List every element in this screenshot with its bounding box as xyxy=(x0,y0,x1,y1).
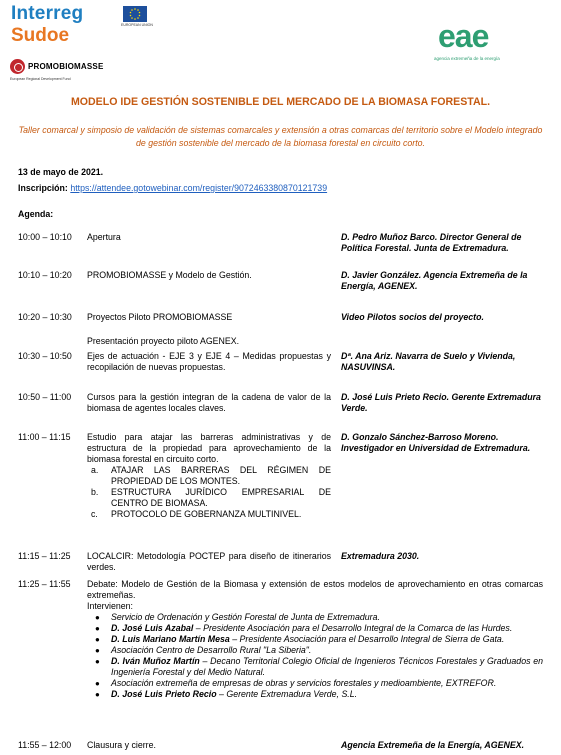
fund-label: European Regional Development Fund xyxy=(10,77,71,81)
agenda-description: Debate: Modelo de Gestión de la Biomasa y extensión de estos modelos de aprovechamiento en otras comarcas extremeñas. xyxy=(87,579,543,600)
list-item-text: PROTOCOLO DE GOBERNANZA MULTINIVEL. xyxy=(111,509,302,519)
participant-role: Servicio de Ordenación y Gestión Forestal de Junta de Extremadura. xyxy=(111,612,380,622)
agenda-speaker: Agencia Extremeña de la Energía, AGENEX. xyxy=(341,740,525,750)
inscription-label: Inscripción: xyxy=(18,183,68,193)
bullet-icon: ● xyxy=(95,646,100,655)
event-date: 13 de mayo de 2021. xyxy=(18,167,104,177)
agenda-description: Proyectos Piloto PROMOBIOMASSE xyxy=(87,312,233,322)
agenda-heading: Agenda: xyxy=(18,209,54,219)
bullet-icon: ● xyxy=(95,624,100,633)
agenda-time: 11:55 – 12:00 xyxy=(18,740,72,750)
agenda-time: 10:00 – 10:10 xyxy=(18,232,72,242)
agenda-time: 10:10 – 10:20 xyxy=(18,270,72,280)
list-item xyxy=(87,612,543,623)
document-header xyxy=(0,0,561,84)
agenda-pre-description: Presentación proyecto piloto AGENEX. xyxy=(87,336,240,346)
list-item xyxy=(87,689,543,700)
document-title: MODELO IDE GESTIÓN SOSTENIBLE DEL MERCADO DE LA BIOMASA FORESTAL. xyxy=(70,96,491,108)
agenda-description: Apertura xyxy=(87,232,121,242)
agenda-speaker: D. Pedro Muñoz Barco. Director General de Política Forestal. Junta de Extremadura. xyxy=(341,232,522,253)
bullet-icon: ● xyxy=(95,613,100,622)
participant-role: – Presidente Asociación para el Desarrollo Integral de Sierra de Gata. xyxy=(229,634,505,644)
promobiomasse-logo-icon xyxy=(10,59,25,74)
list-item xyxy=(87,645,543,656)
agenda-speaker: Extremadura 2030. xyxy=(341,551,420,561)
agenda-speaker: D. Javier González. Agencia Extremeña de la Energía, AGENEX. xyxy=(341,270,528,291)
list-item xyxy=(87,656,543,678)
list-marker: a. xyxy=(91,465,99,475)
sudoe-logo-text: Sudoe xyxy=(11,25,70,46)
agenda-speaker: Video Pilotos socios del proyecto. xyxy=(341,312,484,322)
list-item xyxy=(87,623,543,634)
list-item xyxy=(87,678,543,689)
participant-role: – Presidente Asociación para el Desarrollo Integral de la Comarca de las Hurdes. xyxy=(193,623,513,633)
interreg-logo-text: Interreg xyxy=(11,3,84,24)
intervienen-label: Intervienen: xyxy=(87,601,133,611)
list-item xyxy=(87,487,331,509)
agenda-time: 11:25 – 11:55 xyxy=(18,579,71,589)
inscription-line xyxy=(18,183,327,194)
list-marker: b. xyxy=(91,487,99,497)
list-item-text: ATAJAR LAS BARRERAS DEL RÉGIMEN DE PROPIEDAD DE LOS MONTES. xyxy=(111,465,331,486)
agenda-description: PROMOBIOMASSE y Modelo de Gestión. xyxy=(87,270,252,280)
agenda-time: 10:20 – 10:30 xyxy=(18,312,72,322)
participant-name: D. José Luis Azabal xyxy=(111,623,194,633)
agenda-speaker: D. Gonzalo Sánchez-Barroso Moreno. Investigador en Universidad de Extremadura. xyxy=(341,432,531,453)
eae-logo-text: eae xyxy=(438,18,489,54)
list-item xyxy=(87,509,331,520)
eae-logo-subtitle: agencia extremeña de la energía xyxy=(434,56,500,61)
agenda-time: 10:30 – 10:50 xyxy=(18,351,72,361)
participants-list xyxy=(87,612,543,700)
agenda-time: 10:50 – 11:00 xyxy=(18,392,72,402)
agenda-description: Ejes de actuación - EJE 3 y EJE 4 – Medidas propuestas y recopilación de nuevas propuestas. xyxy=(87,351,331,372)
bullet-icon: ● xyxy=(95,690,100,699)
eu-flag-icon xyxy=(123,6,147,22)
agenda-description: Cursos para la gestión integran de la cadena de valor de la biomasa de agentes locales claves. xyxy=(87,392,331,413)
sub-item-list xyxy=(87,465,331,520)
agenda-description-block xyxy=(87,432,331,520)
agenda-description: LOCALCIR: Metodología POCTEP para diseño de itinerarios verdes. xyxy=(87,551,331,572)
participant-name: D. Luis Mariano Martín Mesa xyxy=(111,634,230,644)
document-subtitle: Taller comarcal y simposio de validación de sistemas comarcales y extensión a otras comarcas del territorio sobre el Modelo integrado de gestión sostenible del mercado de la biomasa forestal en circuito corto. xyxy=(18,125,543,148)
bullet-icon: ● xyxy=(95,657,100,666)
bullet-icon: ● xyxy=(95,635,100,644)
list-marker: c. xyxy=(91,509,98,519)
agenda-time: 11:00 – 11:15 xyxy=(18,432,71,442)
participant-name: D. José Luis Prieto Recio xyxy=(111,689,217,699)
agenda-speaker: Dª. Ana Ariz. Navarra de Suelo y Vivienda, NASUVINSA. xyxy=(341,351,516,372)
registration-link[interactable]: https://attendee.gotowebinar.com/register/9072463380870121739 xyxy=(70,183,328,193)
agenda-speaker: D. José Luis Prieto Recio. Gerente Extremadura Verde. xyxy=(341,392,541,413)
list-item-text: ESTRUCTURA JURÍDICO EMPRESARIAL DE CENTRO DE BIOMASA. xyxy=(111,487,331,508)
participant-role: Asociación Centro de Desarrollo Rural "La Siberia". xyxy=(111,645,312,655)
agenda-description-block xyxy=(87,579,543,700)
participant-role: Asociación extremeña de empresas de obras y servicios forestales y medioambiente, EXTREFOR. xyxy=(111,678,497,688)
participant-role: – Gerente Extremadura Verde, S.L. xyxy=(216,689,358,699)
eae-logo xyxy=(430,20,525,62)
eu-label: EUROPEAN UNION xyxy=(121,23,153,27)
agenda-description: Clausura y cierre. xyxy=(87,740,156,750)
bullet-icon: ● xyxy=(95,679,100,688)
agenda-description: Estudio para atajar las barreras administrativas y de estructura de la propiedad para aprovechamiento de la biomasa forestal en circuito corto. xyxy=(87,432,331,464)
list-item xyxy=(87,634,543,645)
participant-role: – Decano Territorial Colegio Oficial de Ingenieros Técnicos Forestales y Graduados en Ingeniería Forestal y del Medio Natural. xyxy=(111,656,543,677)
participant-name: D. Iván Muñoz Martín xyxy=(111,656,200,666)
agenda-time: 11:15 – 11:25 xyxy=(18,551,71,561)
list-item xyxy=(87,465,331,487)
project-name: PROMOBIOMASSE xyxy=(28,62,104,71)
